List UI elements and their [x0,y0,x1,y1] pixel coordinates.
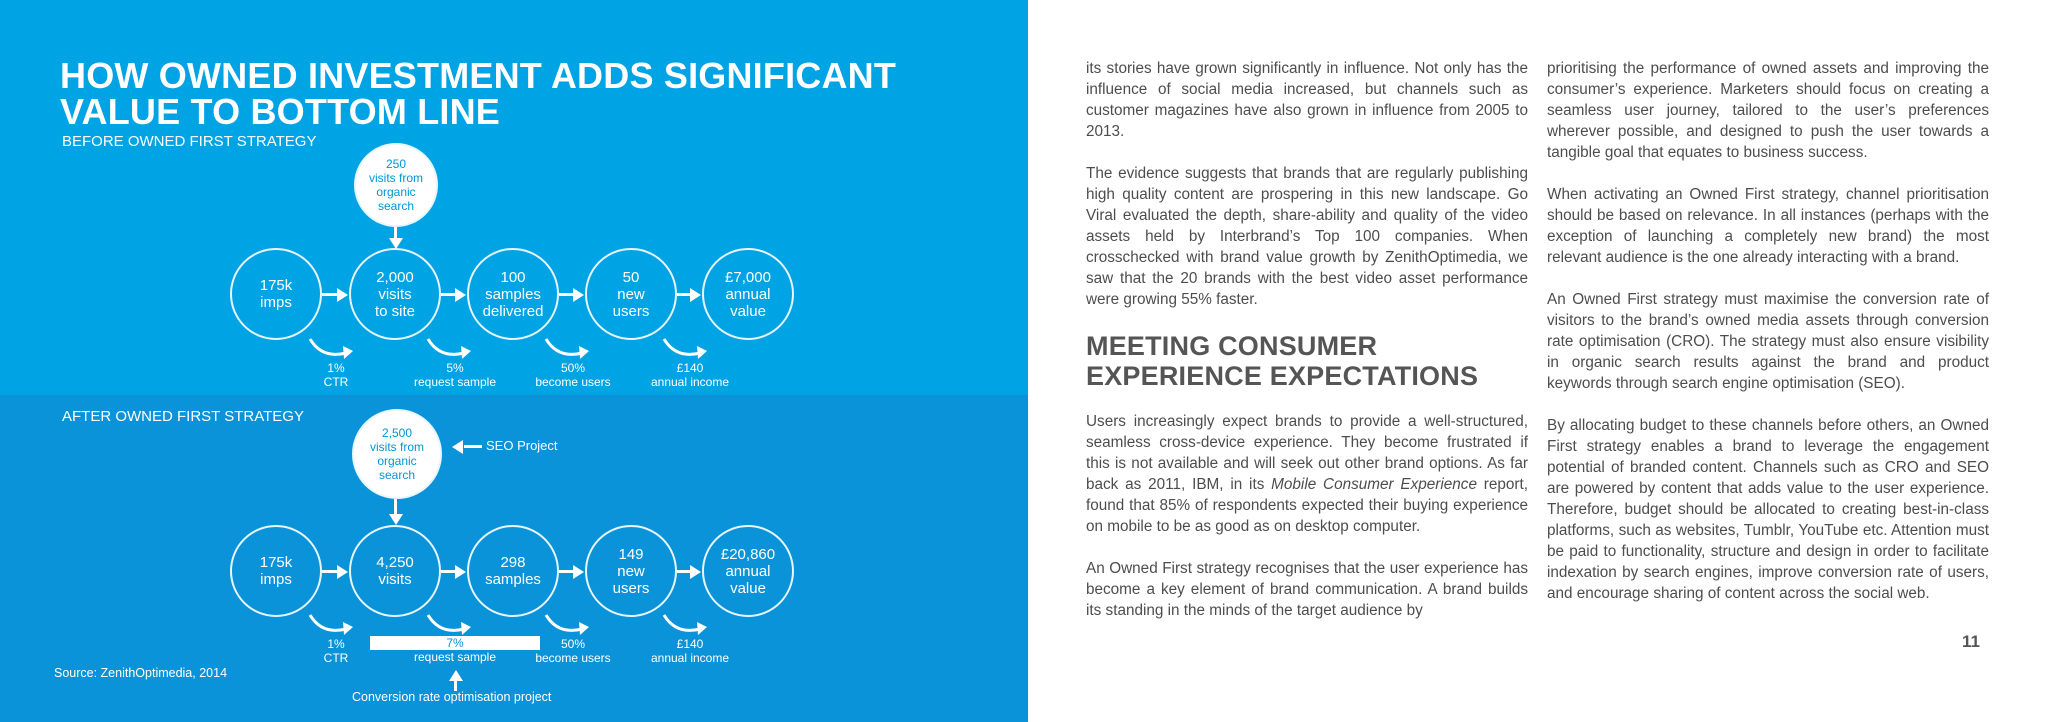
before-arrowhead-2 [455,288,466,302]
before-samples-circle: 100 samples delivered [467,248,559,340]
after-arrowhead-2 [455,565,466,579]
col1-paragraph-4: An Owned First strategy recognises that the user experience has become a key element of brand communication. A brand builds its standing in the minds of the target audience by [1086,560,1528,619]
before-caption-annual-income: £140 annual income [650,361,730,389]
before-new-users-circle: 50 new users [585,248,677,340]
after-arrowhead-3 [573,565,584,579]
after-arrow-line-1 [322,570,338,573]
before-curve-arrow-3 [542,335,594,361]
before-annual-value-circle: £7,000 annual value [702,248,794,340]
after-samples-circle: 298 samples [467,525,559,617]
seo-arrow-line [464,445,482,448]
before-arrowhead-4 [690,288,701,302]
col1-paragraph-2: The evidence suggests that brands that are regularly publishing high quality content are prospering in this new landscape. Go Viral evaluated the depth, share-ability and quality of the video assets held by Interbrand’s Top 100 companies. When crosschecked with brand value growth by ZenithOptimedia, we saw that the 20 brands with the best video asset performance were growing 55% faster. [1086,165,1528,308]
after-caption-become-users: 50% become users [535,637,611,665]
before-curve-arrow-2 [424,335,476,361]
before-arrow-line-4 [677,293,691,296]
after-curve-arrow-3 [542,611,594,637]
cro-project-note: Conversion rate optimisation project [352,690,552,704]
before-curve-arrow-1 [306,335,358,361]
before-arrowhead-3 [573,288,584,302]
before-arrowhead-1 [337,288,348,302]
before-arrow-line-2 [441,293,456,296]
after-curve-arrow-2 [424,611,476,637]
after-visits-circle: 4,250 visits [349,525,441,617]
before-curve-arrow-4 [660,335,712,361]
after-arrow-line-4 [677,570,691,573]
after-caption-ctr: 1% CTR [323,637,349,665]
after-arrow-line-2 [441,570,456,573]
before-strategy-label: BEFORE OWNED FIRST STRATEGY [62,133,317,150]
source-note: Source: ZenithOptimedia, 2014 [54,666,228,680]
before-caption-become-users: 50% become users [535,361,611,389]
seo-arrowhead [452,440,463,454]
article-column-1 [1086,58,1528,642]
before-caption-ctr: 1% CTR [323,361,349,389]
seo-project-note: SEO Project [486,438,558,453]
page-number: 11 [1962,632,1980,651]
col2-paragraph-2: When activating an Owned First strategy, channel prioritisation should be based on relevance. In all instances (perhaps with the exception of launching a completely new brand) the most relevant audience is the one already interacting with a brand. [1547,186,1989,266]
highlighted-rate: 7% [370,636,540,650]
col2-paragraph-1: prioritising the performance of owned assets and improving the consumer’s experience. Marketers should focus on creating a seamless user journey, tailored to the user’s preferences wherever possible, and designed to push the user towards a tangible goal that equates to business success. [1547,60,1989,161]
col1-paragraph-1: its stories have grown significantly in influence. Not only has the influence of social media increased, but channels such as customer magazines have also grown in influence from 2005 to 2013. [1086,60,1528,140]
cro-up-arrowhead [449,670,463,681]
before-visits-circle: 2,000 visits to site [349,248,441,340]
col1-paragraph-3: Users increasingly expect brands to provide a well-structured, seamless cross-device experience. They become frustrated if this is not available and will seek out other brand options. As far back as 2011, IBM, in its Mobile Consumer Experience report, found that 85% of respondents expected their buying experience on mobile to be as good as on desktop computer. [1086,413,1528,535]
after-impressions-circle: 175k imps [230,525,322,617]
col2-paragraph-4: By allocating budget to these channels before others, an Owned First strategy enables a brand to leverage the engagement potential of branded content. Channels such as CRO and SEO are powered by content that adds value to the user experience. Therefore, budget should be allocated to creating best-in-class platforms, such as websites, Tumblr, YouTube etc. Attention must be paid to functionality, structure and design in order to facilitate indexation by search engines, improve conversion rate of users, and encourage sharing of content across the social web. [1547,417,1989,602]
section-heading: MEETING CONSUMER EXPERIENCE EXPECTATIONS [1086,331,1479,391]
before-arrow-line-3 [559,293,574,296]
after-curve-arrow-4 [660,611,712,637]
before-impressions-circle: 175k imps [230,248,322,340]
infographic-title: HOW OWNED INVESTMENT ADDS SIGNIFICANT VALUE TO BOTTOM LINE [60,55,897,132]
after-strategy-label: AFTER OWNED FIRST STRATEGY [62,408,304,425]
article-column-2 [1547,58,1989,625]
after-caption-annual-income: £140 annual income [650,637,730,665]
before-caption-request-sample: 5% request sample [413,361,497,389]
after-arrow-line-3 [559,570,574,573]
after-down-arrow-line [394,499,397,515]
after-new-users-circle: 149 new users [585,525,677,617]
after-curve-arrow-1 [306,611,358,637]
after-annual-value-circle: £20,860 annual value [702,525,794,617]
before-arrow-line-1 [322,293,338,296]
col2-paragraph-3: An Owned First strategy must maximise the conversion rate of visitors to the brand’s owned media assets through conversion rate optimisation (CRO). The strategy must also ensure visibility in organic search results against the brand and product keywords through search engine optimisation (SEO). [1547,291,1989,392]
before-organic-search-circle: 250 visits from organic search [354,143,438,227]
after-organic-search-circle: 2,500 visits from organic search [352,409,442,499]
after-caption-request-sample: 7% request sample [370,636,540,664]
after-arrowhead-4 [690,565,701,579]
after-arrowhead-1 [337,565,348,579]
after-down-arrowhead [389,514,403,525]
